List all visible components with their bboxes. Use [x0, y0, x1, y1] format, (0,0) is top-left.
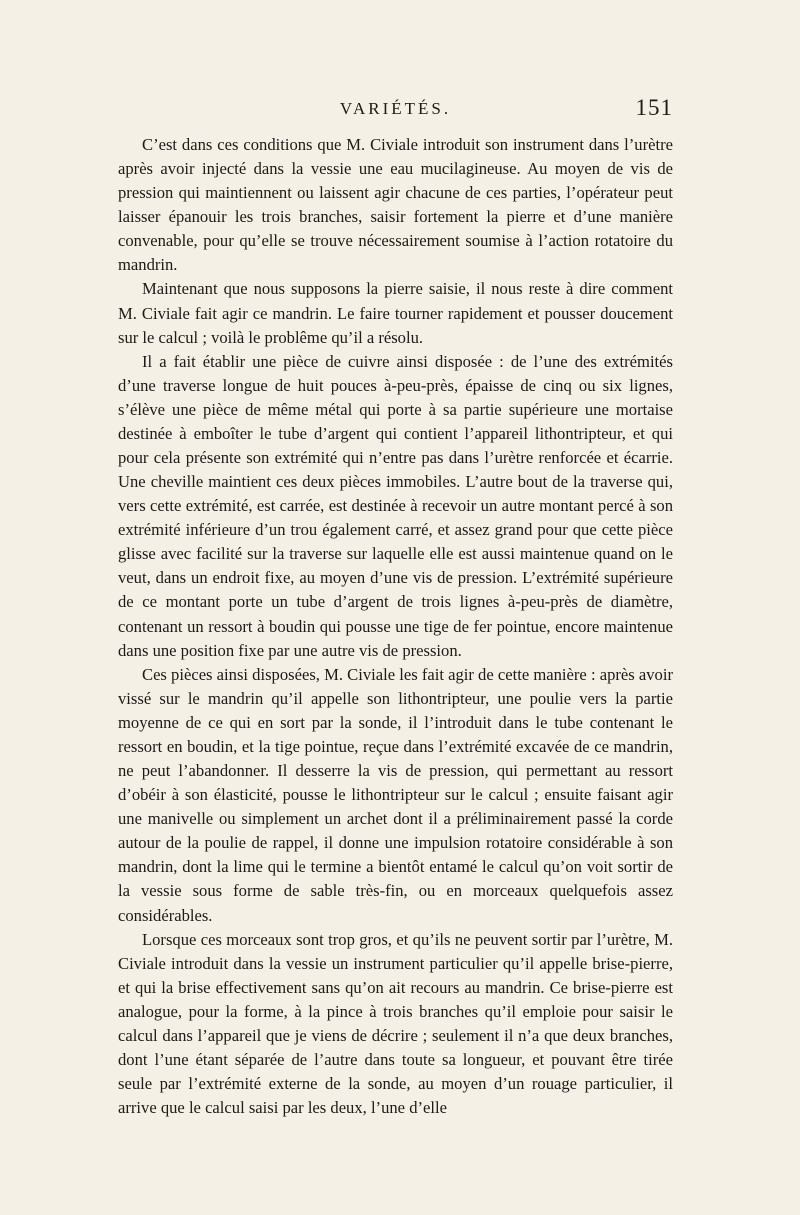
page-header — [118, 95, 673, 133]
running-head: VARIÉTÉS. — [339, 99, 452, 118]
body-text — [118, 133, 673, 1120]
page-number: 151 — [635, 95, 673, 120]
paragraph: Lorsque ces morceaux sont trop gros, et qu’ils ne peuvent sortir par l’urètre, M. Civiale introduit dans la vessie un instrument particulier qu’il appelle brise-pierre, et qui la brise effectivement sans qu’on ait recours au mandrin. Ce brise-pierre est analogue, pour la forme, à la pince à trois branches qu’il emploie pour saisir le calcul dans l’appareil que je viens de décrire ; seulement il n’a que deux branches, dont l’une étant séparée de l’autre dans toute sa longueur, et pouvant être tirée seule par l’extrémité externe de la sonde, au moyen d’un rouage particulier, il arrive que le calcul saisi par les deux, l’une d’elle — [118, 929, 673, 1118]
paragraph: Maintenant que nous supposons la pierre saisie, il nous reste à dire comment M. Civiale fait agir ce mandrin. Le faire tourner rapidement et pousser doucement sur le calcul ; voilà le problême qu’il a résolu. — [118, 279, 673, 347]
paragraph: Il a fait établir une pièce de cuivre ainsi disposée : de l’une des extrémités d’une traverse longue de huit pouces à-peu-près, épaisse de cinq ou six lignes, s’élève une pièce de même métal qui porte à sa partie supérieure une mortaise destinée à emboîter le tube d’argent qui contient l’appareil lithontripteur, et qui pour cela présente son extrémité qui n’entre pas dans l’urètre renforcée et écarrie. Une cheville maintient ces deux pièces immobiles. L’autre bout de la traverse qui, vers cette extrémité, est carrée, est destinée à recevoir un autre montant percé à son extrémité inférieure d’un trou également carré, et assez grand pour que cette pièce glisse avec facilité sur la traverse sur laquelle elle est aussi maintenue quand on le veut, dans un endroit fixe, au moyen d’une vis de pression. L’extrémité supérieure de ce montant porte un tube d’argent de trois lignes à-peu-près de diamètre, contenant un ressort à boudin qui pousse une tige de fer pointue, encore maintenue dans une position fixe par une autre vis de pression. — [118, 351, 673, 660]
paragraph: C’est dans ces conditions que M. Civiale introduit son instrument dans l’urètre après avoir injecté dans la vessie une eau mucilagineuse. Au moyen de vis de pression qui maintiennent ou laissent agir chacune de ces parties, l’opérateur peut laisser épanouir les trois branches, saisir fortement la pierre et d’une manière convenable, pour qu’elle se trouve nécessairement soumise à l’action rotatoire du mandrin. — [118, 135, 673, 275]
book-page — [118, 95, 673, 1120]
paragraph: Ces pièces ainsi disposées, M. Civiale les fait agir de cette manière : après avoir vissé sur le mandrin qu’il appelle son lithontripteur, une poulie vers la partie moyenne de ce qui en sort par la sonde, il l’introduit dans le tube contenant le ressort en boudin, et la tige pointue, reçue dans l’extrémité excavée de ce mandrin, ne peut l’abandonner. Il desserre la vis de pression, qui permettant au ressort d’obéir à son élasticité, pousse le lithontripteur sur le calcul ; ensuite faisant agir une manivelle ou simplement un archet dont il a préliminairement passé la corde autour de la poulie de rappel, il donne une impulsion rotatoire considérable à son mandrin, dont la lime qui le termine a bientôt entamé le calcul qu’on voit sortir de la vessie sous forme de sable très-fin, ou en morceaux quelquefois assez considérables. — [118, 664, 673, 925]
